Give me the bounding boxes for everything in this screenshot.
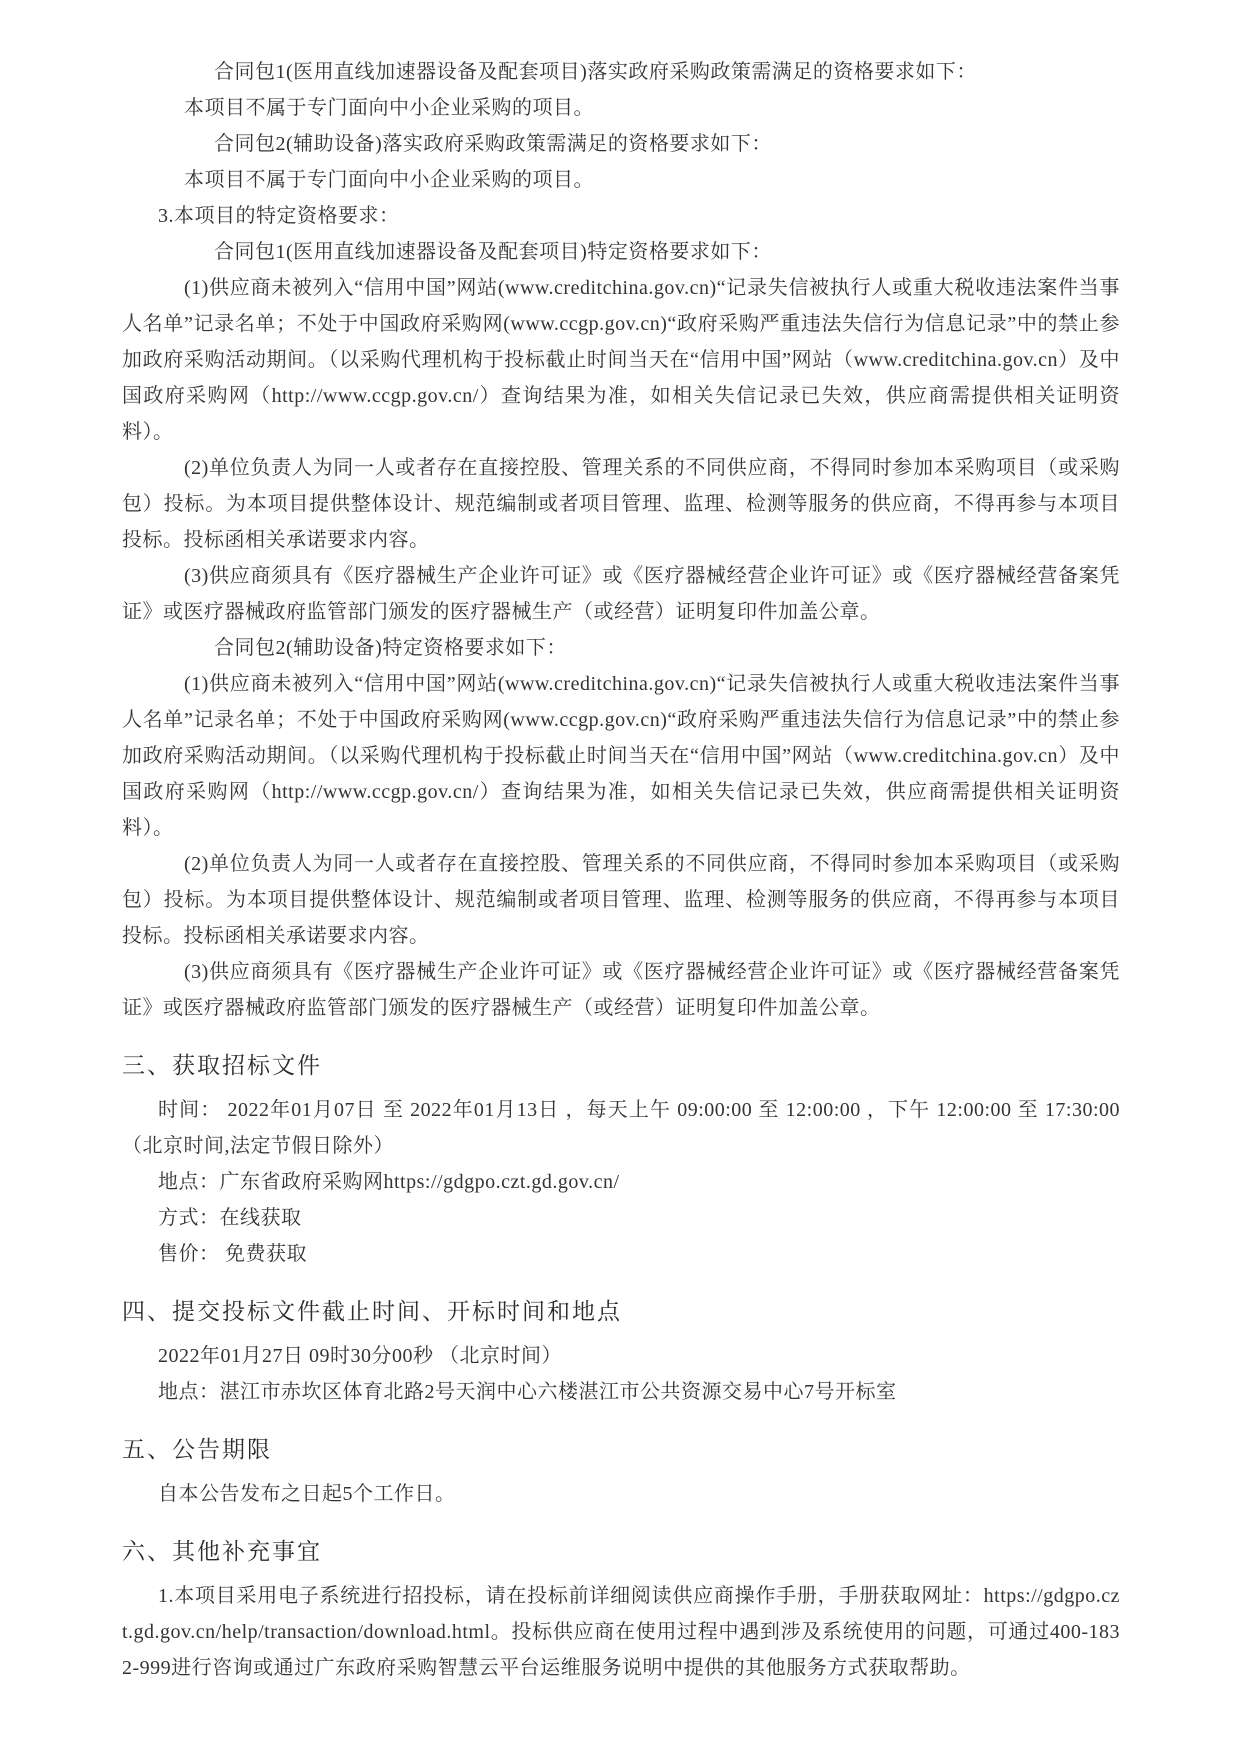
paragraph: 地点：湛江市赤坎区体育北路2号天润中心六楼湛江市公共资源交易中心7号开标室 [158,1381,897,1403]
paragraph: 方式：在线获取 [158,1207,302,1229]
paragraph: 合同包1(医用直线加速器设备及配套项目)落实政府采购政策需满足的资格要求如下： [214,61,977,83]
section-heading: 五、公告期限 [122,1437,272,1462]
paragraph: 地点：广东省政府采购网https://gdgpo.czt.gd.gov.cn/ [158,1171,620,1193]
paragraph: (3)供应商须具有《医疗器械生产企业许可证》或《医疗器械经营企业许可证》或《医疗器械经营备案凭证》或医疗器械政府监管部门颁发的医疗器械生产（或经营）证明复印件加盖公章。 [122,961,1120,1019]
paragraph: (1)供应商未被列入“信用中国”网站(www.creditchina.gov.cn)“记录失信被执行人或重大税收违法案件当事人名单”记录名单；不处于中国政府采购网(www.ccgp.gov.cn)“政府采购严重违法失信行为信息记录”中的禁止参加政府采购活动期间。（以采购代理机构于投标截止时间当天在“信用中国”网站（www.creditchina.gov.cn）及中国政府采购网（http://www.ccgp.gov.cn/）查询结果为准，如相关失信记录已失效，供应商需提供相关证明资料）。 [122,277,1120,443]
paragraph: 自本公告发布之日起5个工作日。 [158,1483,456,1505]
paragraph: (3)供应商须具有《医疗器械生产企业许可证》或《医疗器械经营企业许可证》或《医疗器械经营备案凭证》或医疗器械政府监管部门颁发的医疗器械生产（或经营）证明复印件加盖公章。 [122,565,1120,623]
paragraph: 时间： 2022年01月07日 至 2022年01月13日 ，每天上午 09:00:00 至 12:00:00 ，下午 12:00:00 至 17:30:00 （北京时间,法定节假日除外） [122,1099,1120,1157]
paragraph: 合同包2(辅助设备)落实政府采购政策需满足的资格要求如下： [214,133,772,155]
paragraph: (2)单位负责人为同一人或者存在直接控股、管理关系的不同供应商，不得同时参加本采购项目（或采购包）投标。为本项目提供整体设计、规范编制或者项目管理、监理、检测等服务的供应商，不得再参与本项目投标。投标函相关承诺要求内容。 [122,853,1120,947]
paragraph: 2022年01月27日 09时30分00秒 （北京时间） [158,1345,562,1367]
paragraph: (2)单位负责人为同一人或者存在直接控股、管理关系的不同供应商，不得同时参加本采购项目（或采购包）投标。为本项目提供整体设计、规范编制或者项目管理、监理、检测等服务的供应商，不得再参与本项目投标。投标函相关承诺要求内容。 [122,457,1120,551]
paragraph: 合同包2(辅助设备)特定资格要求如下： [214,637,567,659]
section-heading: 四、提交投标文件截止时间、开标时间和地点 [122,1299,622,1324]
section-heading: 六、其他补充事宜 [122,1539,322,1564]
paragraph: 合同包1(医用直线加速器设备及配套项目)特定资格要求如下： [214,241,772,263]
paragraph: 售价： 免费获取 [158,1243,307,1265]
paragraph: 3.本项目的特定资格要求： [158,205,400,227]
paragraph: 本项目不属于专门面向中小企业采购的项目。 [184,97,594,119]
paragraph: 本项目不属于专门面向中小企业采购的项目。 [184,169,594,191]
paragraph: 1.本项目采用电子系统进行招投标，请在投标前详细阅读供应商操作手册，手册获取网址：https://gdgpo.czt.gd.gov.cn/help/transaction/download.html。投标供应商在使用过程中遇到涉及系统使用的问题，可通过400-1832-999进行咨询或通过广东政府采购智慧云平台运维服务说明中提供的其他服务方式获取帮助。 [122,1585,1120,1679]
paragraph: (1)供应商未被列入“信用中国”网站(www.creditchina.gov.cn)“记录失信被执行人或重大税收违法案件当事人名单”记录名单；不处于中国政府采购网(www.ccgp.gov.cn)“政府采购严重违法失信行为信息记录”中的禁止参加政府采购活动期间。（以采购代理机构于投标截止时间当天在“信用中国”网站（www.creditchina.gov.cn）及中国政府采购网（http://www.ccgp.gov.cn/）查询结果为准，如相关失信记录已失效，供应商需提供相关证明资料）。 [122,673,1120,839]
section-heading: 三、获取招标文件 [122,1053,322,1078]
